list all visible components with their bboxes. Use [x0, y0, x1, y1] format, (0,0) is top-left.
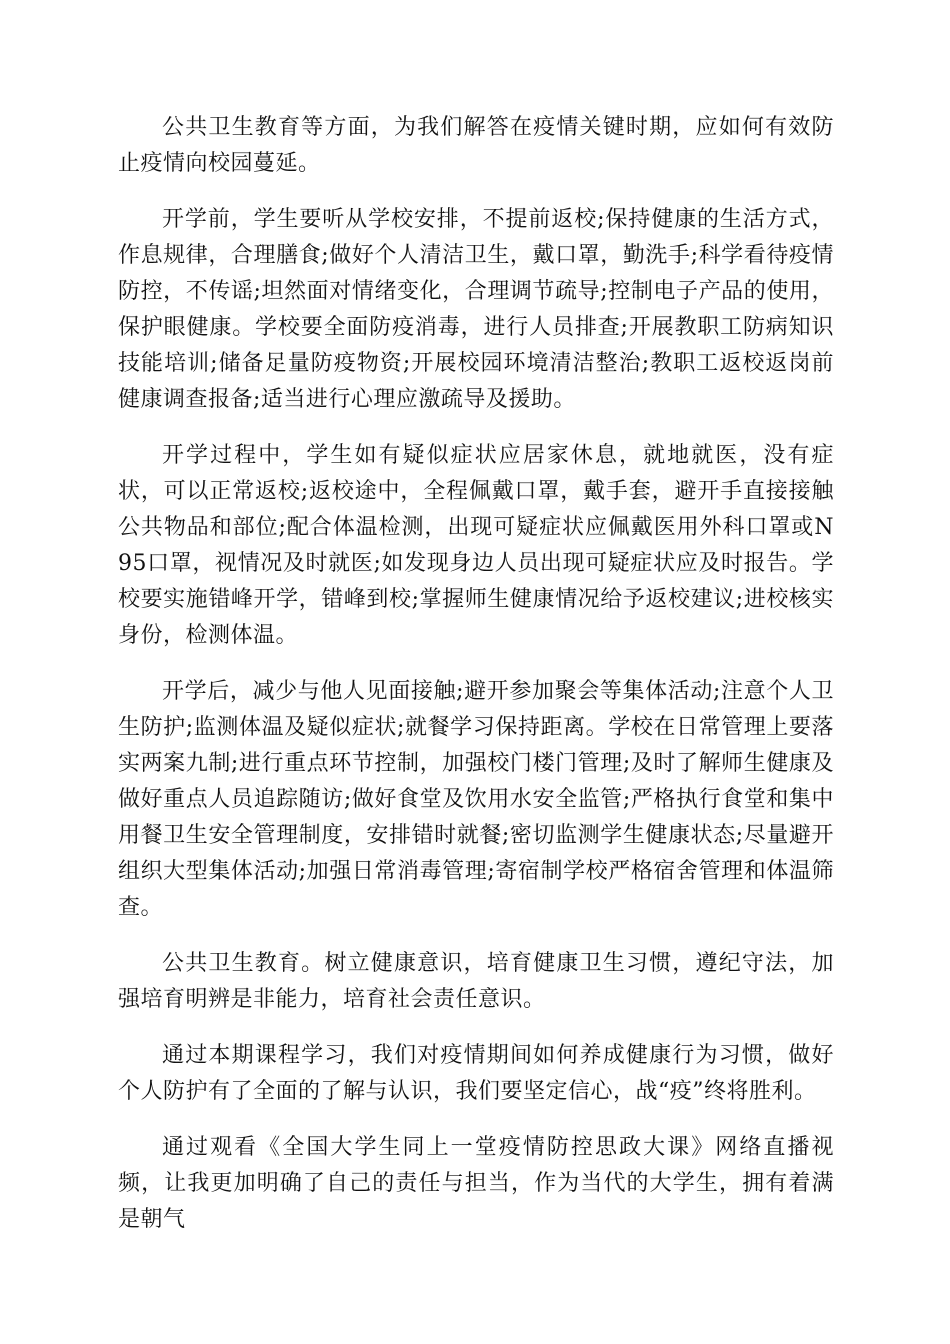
paragraph-3: 开学过程中，学生如有疑似症状应居家休息，就地就医，没有症状，可以正常返校;返校途中，全程佩戴口罩，戴手套，避开手直接接触公共物品和部位;配合体温检测，出现可疑症状应佩戴医用外科口罩或N95口罩，视情况及时就医;如发现身边人员出现可疑症状应及时报告。学校要实施错峰开学，错峰到校;掌握师生健康情况给予返校建议;进校核实身份，检测体温。: [118, 443, 834, 648]
paragraph-4: 开学后，减少与他人见面接触;避开参加聚会等集体活动;注意个人卫生防护;监测体温及疑似症状;就餐学习保持距离。学校在日常管理上要落实两案九制;进行重点环节控制，加强校门楼门管理;及时了解师生健康及做好重点人员追踪随访;做好食堂及饮用水安全监管;严格执行食堂和集中用餐卫生安全管理制度，安排错时就餐;密切监测学生健康状态;尽量避开组织大型集体活动;加强日常消毒管理;寄宿制学校严格宿舍管理和体温筛查。: [118, 679, 834, 920]
paragraph-5: 公共卫生教育。树立健康意识，培育健康卫生习惯，遵纪守法，加强培育明辨是非能力，培育社会责任意识。: [118, 951, 834, 1012]
paragraph-2: 开学前，学生要听从学校安排，不提前返校;保持健康的生活方式，作息规律，合理膳食;做好个人清洁卫生，戴口罩，勤洗手;科学看待疫情防控，不传谣;坦然面对情绪变化，合理调节疏导;控制电子产品的使用，保护眼健康。学校要全面防疫消毒，进行人员排查;开展教职工防病知识技能培训;储备足量防疫物资;开展校园环境清洁整治;教职工返校返岗前健康调查报备;适当进行心理应激疏导及援助。: [118, 207, 834, 412]
document-body: [118, 110, 834, 1238]
paragraph-1: 公共卫生教育等方面，为我们解答在疫情关键时期，应如何有效防止疫情向校园蔓延。: [118, 115, 834, 176]
paragraph-7: 通过观看《全国大学生同上一堂疫情防控思政大课》网络直播视频，让我更加明确了自己的责任与担当，作为当代的大学生，拥有着满是朝气: [118, 1135, 834, 1232]
paragraph-6: 通过本期课程学习，我们对疫情期间如何养成健康行为习惯，做好个人防护有了全面的了解与认识，我们要坚定信心，战“疫”终将胜利。: [118, 1043, 834, 1104]
